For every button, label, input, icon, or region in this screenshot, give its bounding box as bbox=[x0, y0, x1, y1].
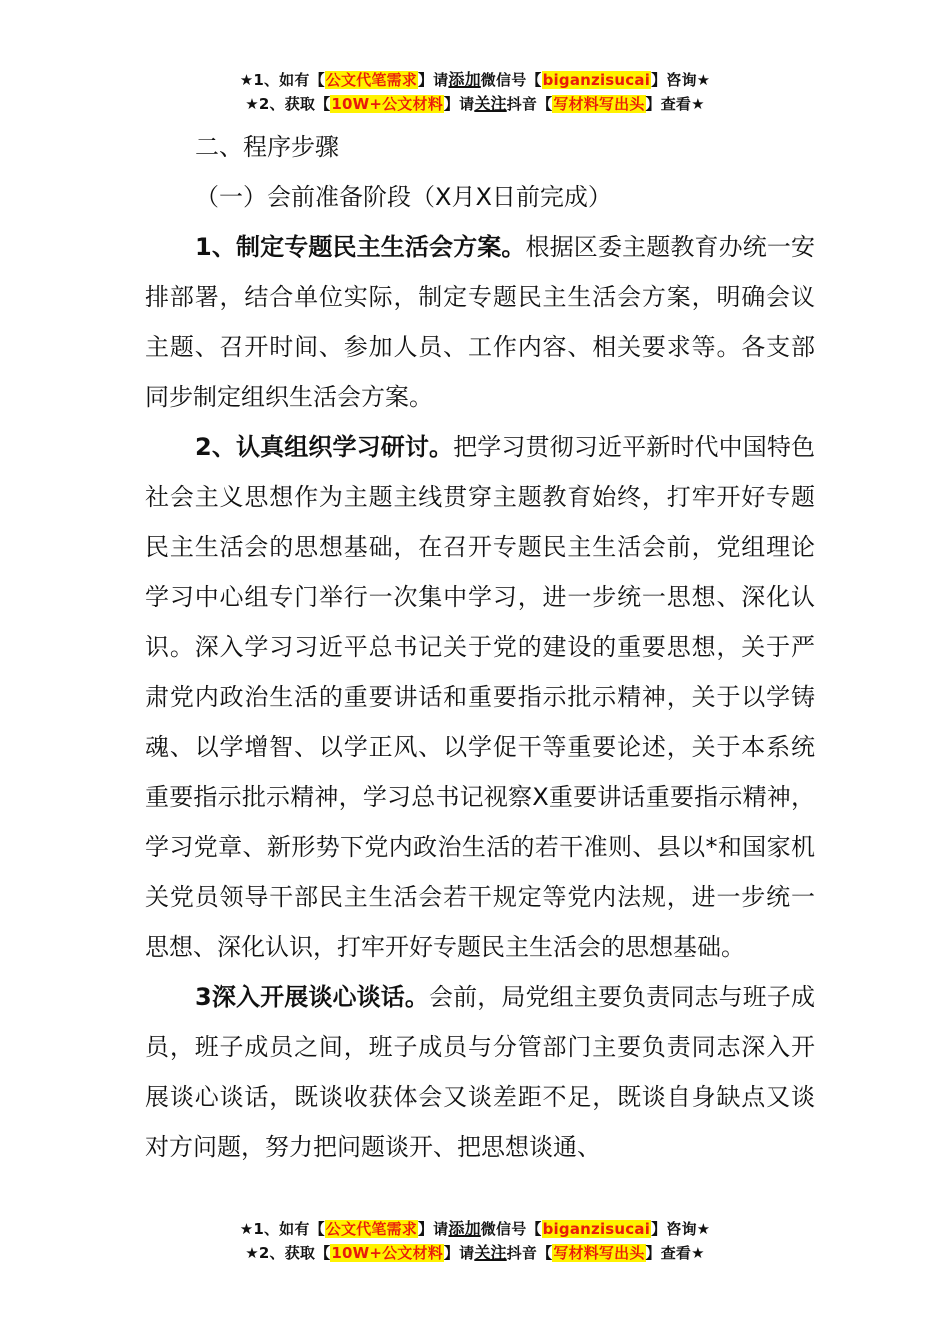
banner-text: 】请 bbox=[417, 1220, 449, 1238]
banner-text: 】咨询★ bbox=[651, 71, 711, 89]
banner-text: 抖音【 bbox=[506, 95, 553, 113]
banner-text: ★1、如有【 bbox=[239, 71, 325, 89]
banner-text: ★2、获取【 bbox=[245, 1244, 331, 1262]
banner-line-2 bbox=[0, 1241, 950, 1265]
paragraph-item-2 bbox=[145, 422, 815, 972]
banner-wechat-id: biganzisucai bbox=[542, 1220, 651, 1238]
paragraph-item-1 bbox=[145, 222, 815, 422]
banner-line-2 bbox=[0, 92, 950, 116]
paragraph-title: 2、认真组织学习研讨。 bbox=[195, 433, 454, 461]
paragraph-item-3 bbox=[145, 972, 815, 1172]
document-body bbox=[145, 122, 815, 1172]
banner-underline: 关注 bbox=[474, 94, 507, 113]
banner-text: 微信号【 bbox=[480, 71, 542, 89]
footer-banner bbox=[0, 1217, 950, 1265]
section-heading: 二、程序步骤 bbox=[195, 133, 339, 161]
paragraph-title: 1、制定专题民主生活会方案。 bbox=[195, 233, 526, 261]
banner-line-1 bbox=[0, 1217, 950, 1241]
banner-underline: 添加 bbox=[448, 70, 481, 89]
banner-text: 】查看★ bbox=[645, 95, 705, 113]
banner-text: 】请 bbox=[417, 71, 449, 89]
banner-douyin-id: 写材料写出头 bbox=[553, 95, 645, 113]
banner-underline: 关注 bbox=[474, 1243, 507, 1262]
banner-underline: 添加 bbox=[448, 1219, 481, 1238]
banner-text: 】咨询★ bbox=[651, 1220, 711, 1238]
banner-highlight: 10W+公文材料 bbox=[331, 1244, 443, 1262]
banner-douyin-id: 写材料写出头 bbox=[553, 1244, 645, 1262]
banner-highlight: 公文代笔需求 bbox=[325, 1220, 417, 1238]
paragraph-body: 根据区委主题教育办统一安排部署，结合单位实际，制定专题民主生活会方案，明确会议主题、召开时间、参加人员、工作内容、相关要求等。各支部同步制定组织生活会方案。 bbox=[145, 233, 815, 411]
banner-text: 】请 bbox=[443, 95, 475, 113]
banner-text: ★1、如有【 bbox=[239, 1220, 325, 1238]
banner-text: 抖音【 bbox=[506, 1244, 553, 1262]
banner-text: 微信号【 bbox=[480, 1220, 542, 1238]
sub-heading: （一）会前准备阶段（X月X日前完成） bbox=[195, 183, 612, 211]
paragraph-body: 把学习贯彻习近平新时代中国特色社会主义思想作为主题主线贯穿主题教育始终，打牢开好专题民主生活会的思想基础，在召开专题民主生活会前，党组理论学习中心组专门举行一次集中学习，进一步统一思想、深化认识。深入学习习近平总书记关于党的建设的重要思想，关于严肃党内政治生活的重要讲话和重要指示批示精神，关于以学铸魂、以学增智、以学正风、以学促干等重要论述，关于本系统重要指示批示精神，学习总书记视察X重要讲话重要指示精神，学习党章、新形势下党内政治生活的若干准则、县以*和国家机关党员领导干部民主生活会若干规定等党内法规，进一步统一思想、深化认识，打牢开好专题民主生活会的思想基础。 bbox=[145, 433, 816, 961]
banner-text: 】查看★ bbox=[645, 1244, 705, 1262]
banner-text: 】请 bbox=[443, 1244, 475, 1262]
header-banner bbox=[0, 68, 950, 116]
paragraph-title: 3深入开展谈心谈话。 bbox=[195, 983, 430, 1011]
banner-highlight: 10W+公文材料 bbox=[331, 95, 443, 113]
banner-wechat-id: biganzisucai bbox=[542, 71, 651, 89]
banner-line-1 bbox=[0, 68, 950, 92]
banner-text: ★2、获取【 bbox=[245, 95, 331, 113]
paragraph-body: 会前，局党组主要负责同志与班子成员，班子成员之间，班子成员与分管部门主要负责同志深入开展谈心谈话，既谈收获体会又谈差距不足，既谈自身缺点又谈对方问题，努力把问题谈开、把思想谈通、 bbox=[145, 983, 816, 1161]
banner-highlight: 公文代笔需求 bbox=[325, 71, 417, 89]
